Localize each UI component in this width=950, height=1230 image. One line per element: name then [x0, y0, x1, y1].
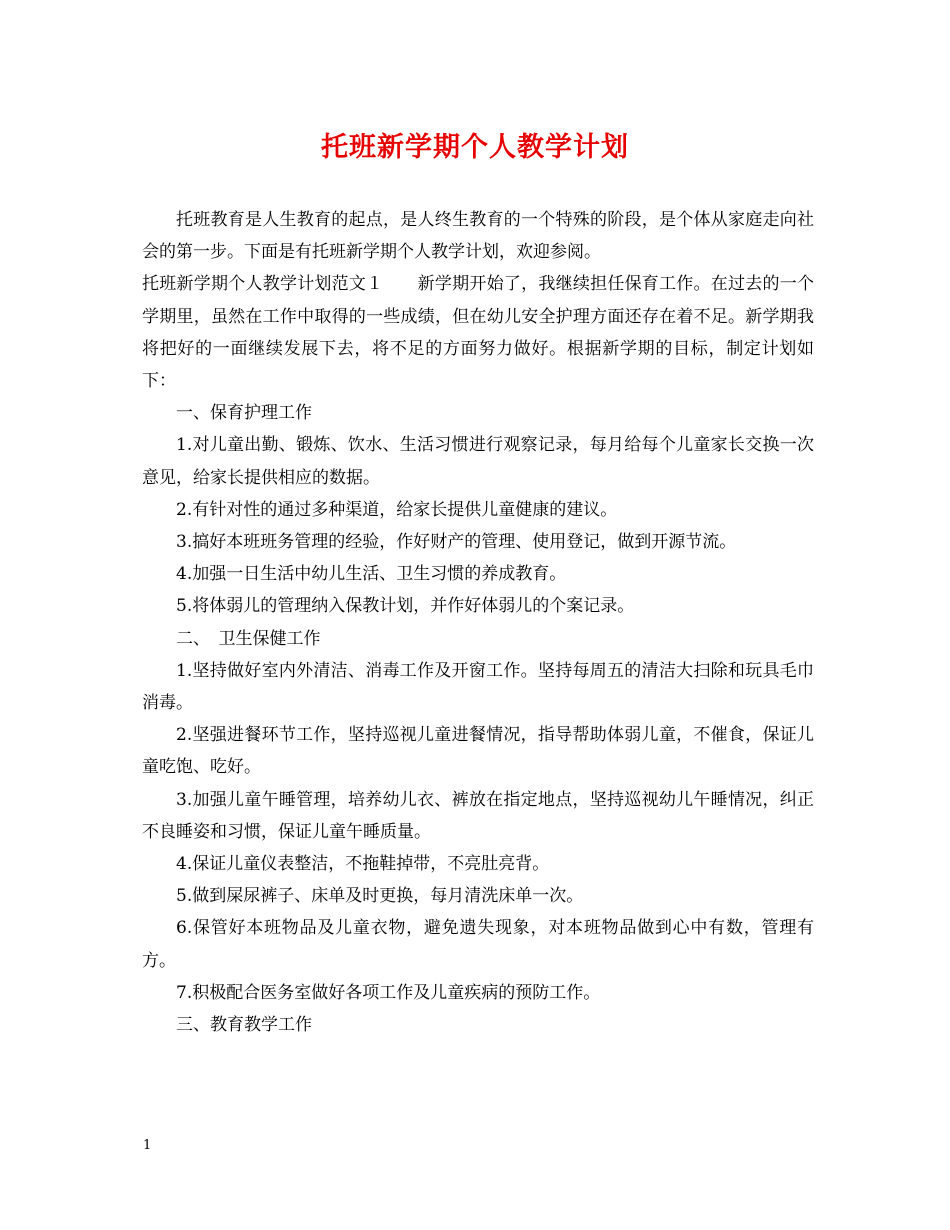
section1-item-1: 1.对儿童出勤、锻炼、饮水、生活习惯进行观察记录，每月给每个儿童家长交换一次意见，给家长提供相应的数据。 — [142, 435, 814, 488]
sample-paragraph — [142, 268, 814, 397]
sample-body: 新学期开始了，我继续担任保育工作。在过去的一个学期里，虽然在工作中取得的一些成绩，但在幼儿安全护理方面还存在着不足。新学期我将把好的一面继续发展下去，将不足的方面努力做好。根据新学期的目标，制定计划如下： — [142, 274, 814, 392]
section1-item-5: 5.将体弱儿的管理纳入保教计划，并作好体弱儿的个案记录。 — [176, 596, 635, 617]
section3-heading: 三、教育教学工作 — [176, 1015, 312, 1036]
document-title: 托班新学期个人教学计划 — [321, 132, 629, 163]
section2-item-4: 4.保证儿童仪表整洁，不拖鞋掉带，不亮肚亮背。 — [176, 854, 550, 875]
section1-item-4: 4.加强一日生活中幼儿生活、卫生习惯的养成教育。 — [176, 564, 567, 585]
section1-heading: 一、保育护理工作 — [176, 403, 312, 424]
intro-paragraph: 托班教育是人生教育的起点，是人终生教育的一个特殊的阶段，是个体从家庭走向社会的第一步。下面是有托班新学期个人教学计划，欢迎参阅。 — [142, 210, 814, 263]
section2-item-3: 3.加强儿童午睡管理，培养幼儿衣、裤放在指定地点，坚持巡视幼儿午睡情况，纠正不良睡姿和习惯，保证儿童午睡质量。 — [142, 789, 814, 842]
page-number: 1 — [143, 1138, 152, 1153]
section2-item-6: 6.保管好本班物品及儿童衣物，避免遗失现象，对本班物品做到心中有数，管理有方。 — [142, 918, 814, 971]
section2-item-2: 2.坚强进餐环节工作，坚持巡视儿童进餐情况，指导帮助体弱儿童，不催食，保证儿童吃饱、吃好。 — [142, 725, 814, 778]
section2-item-5: 5.做到屎尿裤子、床单及时更换，每月清洗床单一次。 — [176, 886, 584, 907]
section2-item-1: 1.坚持做好室内外清洁、消毒工作及开窗工作。坚持每周五的清洁大扫除和玩具毛巾消毒。 — [142, 660, 814, 714]
sample-heading: 托班新学期个人教学计划范文１ — [142, 274, 384, 295]
section2-heading: 二、 卫生保健工作 — [176, 628, 321, 649]
section1-item-3: 3.搞好本班班务管理的经验，作好财产的管理、使用登记，做到开源节流。 — [176, 532, 737, 553]
document-body — [142, 204, 814, 1041]
section1-item-2: 2.有针对性的通过多种渠道，给家长提供儿童健康的建议。 — [176, 499, 618, 520]
section2-item-7: 7.积极配合医务室做好各项工作及儿童疾病的预防工作。 — [176, 982, 601, 1003]
